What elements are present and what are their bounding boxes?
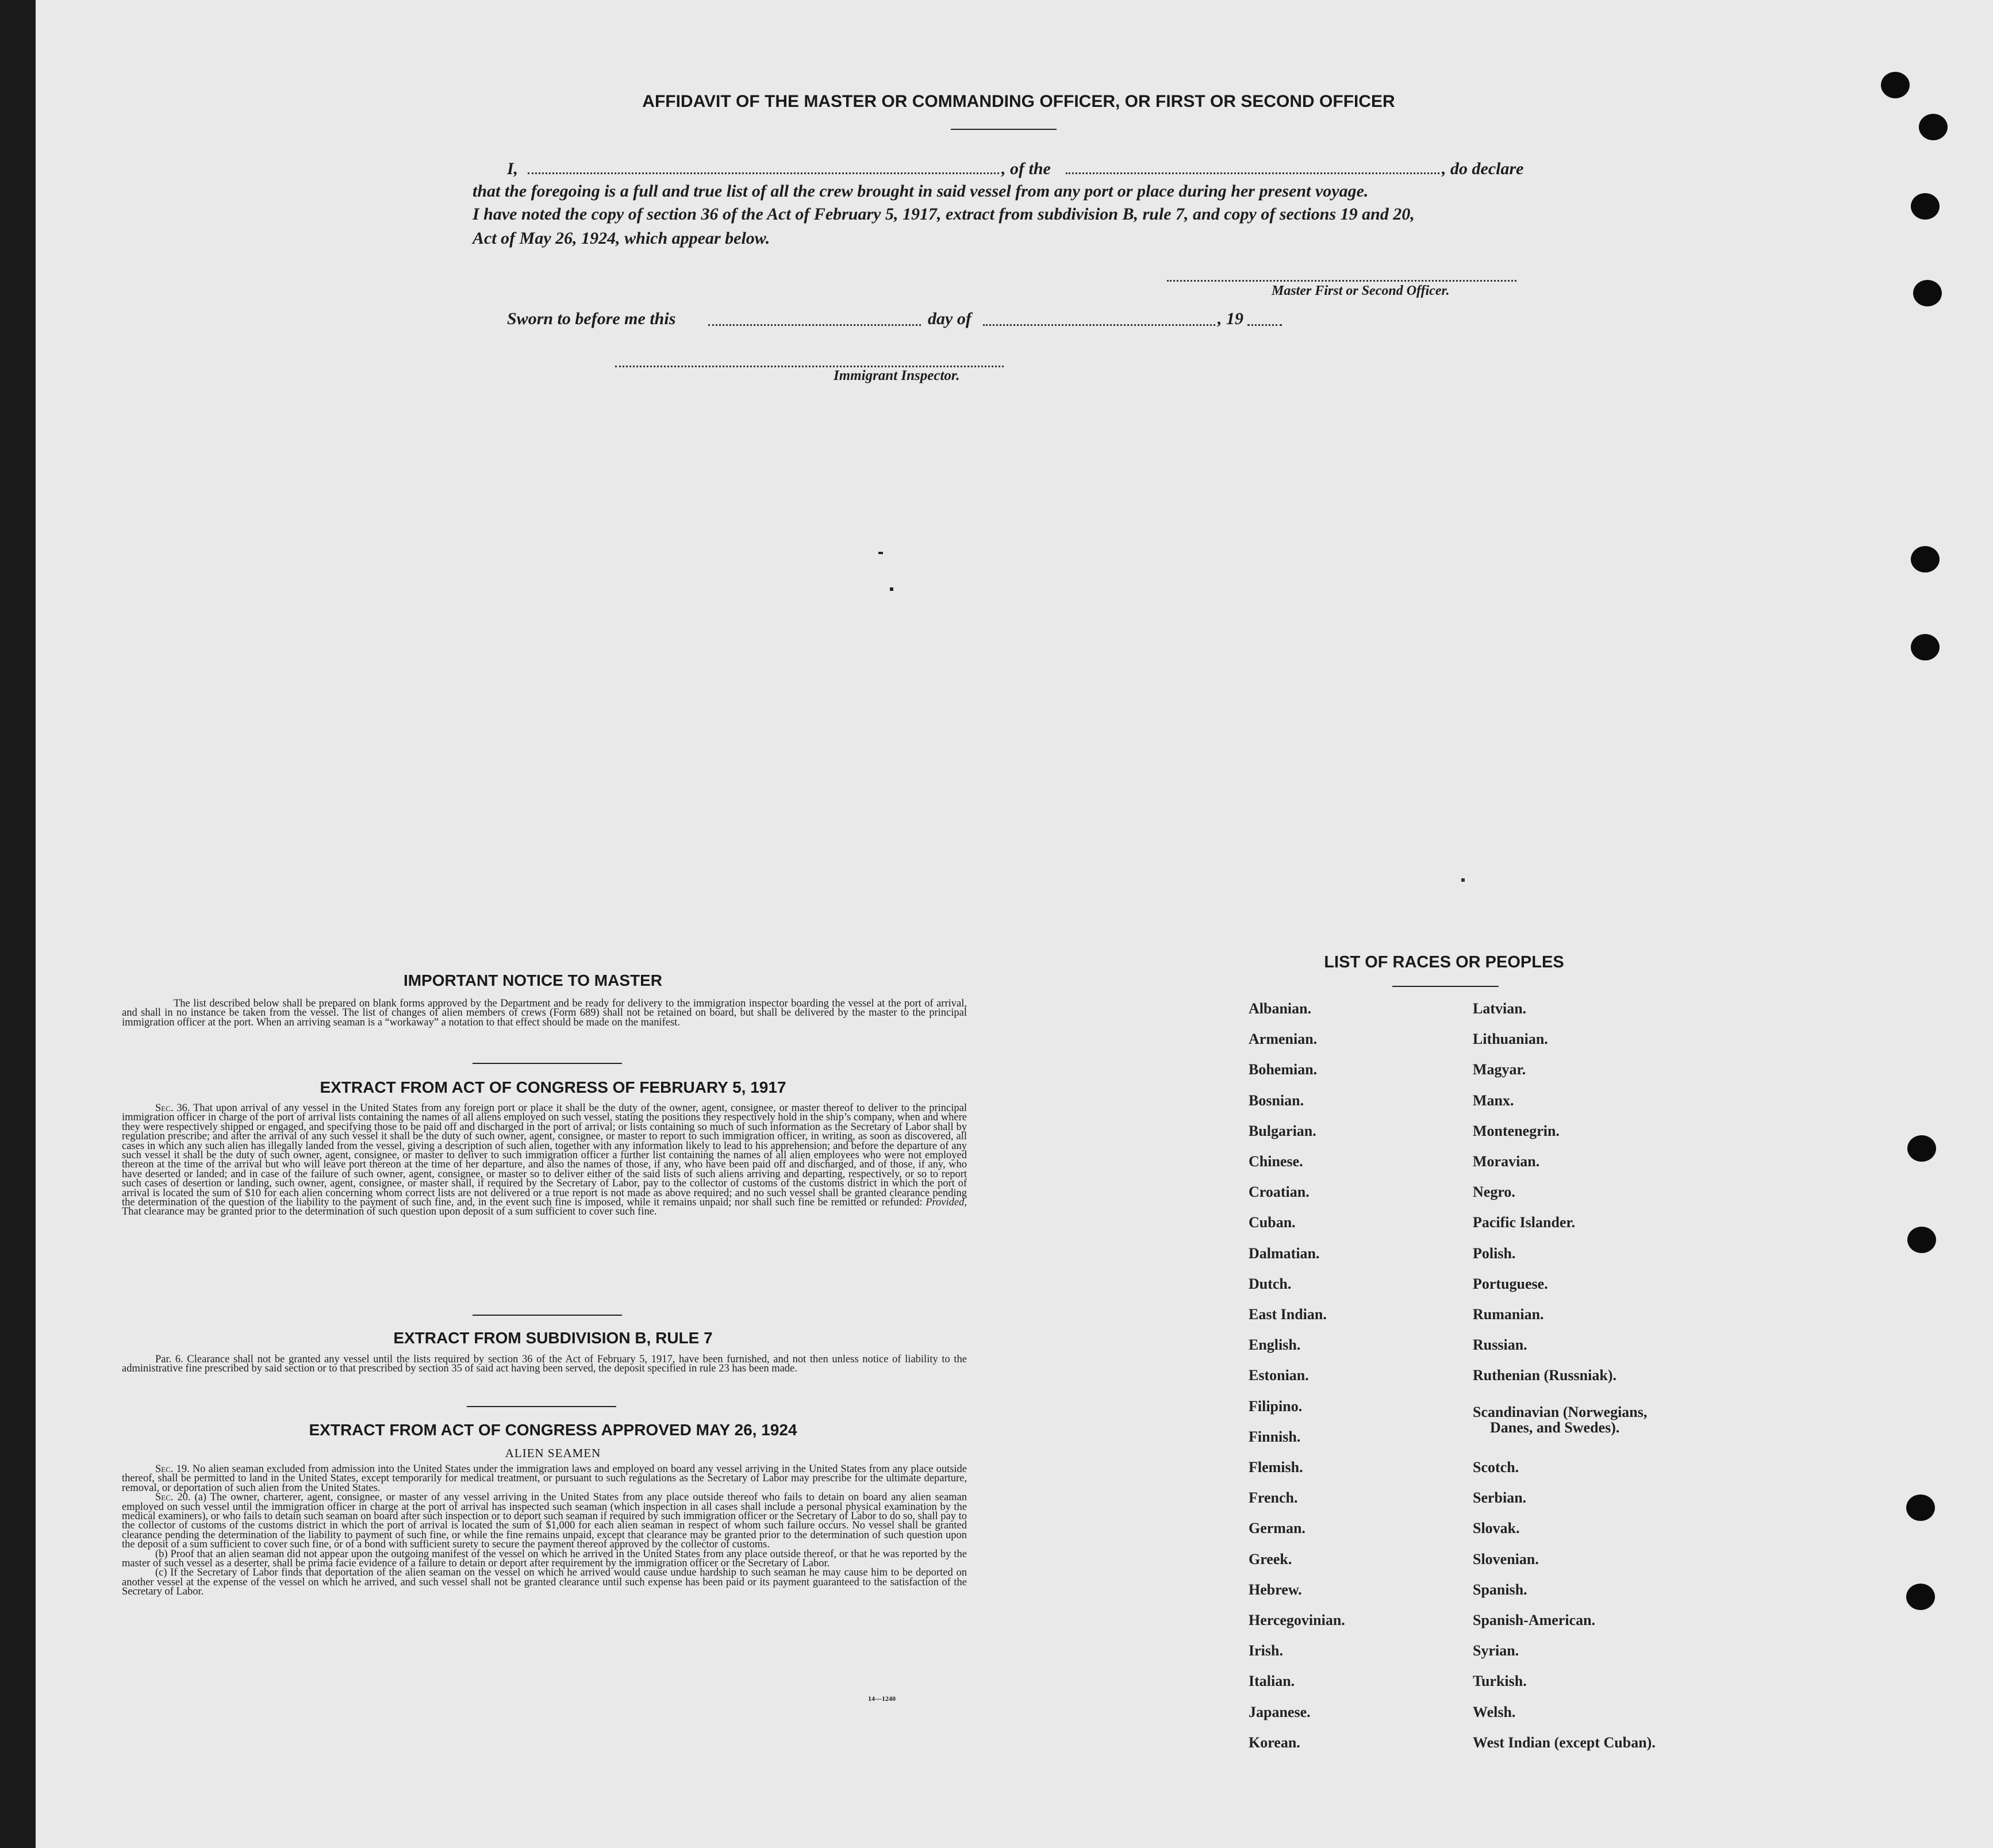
extract-1924-title: EXTRACT FROM ACT OF CONGRESS APPROVED MAY 26, 1924 — [309, 1421, 797, 1439]
races-title: LIST OF RACES OR PEOPLES — [1324, 953, 1564, 971]
section-19-body: No alien seaman excluded from admission into the United States under the immigration laws and employed on board any vessel arriving in the United States from any place outside thereof, shall be permitted to land in the United States, except temporarily for medical treatment, or pursuant to such regulations as the Secretary of Labor may prescribe for the ultimate departure, removal, or deportation of such alien from the United States. — [122, 1463, 967, 1494]
section-36-body: That upon arrival of any vessel in the United States from any foreign port or place it shall be the duty of the owner, agent, consignee, or master thereof to deliver to the principal immigration officer in charge of the port of arrival lists containing the names of all aliens employed on such vessel, stating the positions they respectively hold in the ship’s company, when and where they were respectively shipped or engaged, and specifying those to be paid off and discharged in the port of arrival; or lists containing so much of such information as the Secretary of Labor shall by regulation prescribe; and after the arrival of any such vessel it shall be the duty of such owner, agent, consignee, or master to report to such immigration officer, in writing, as soon as discovered, all cases in which any such alien has illegally landed from the vessel, giving a description of such alien, together with any information likely to lead to his apprehension; and before the departure of any such vessel it shall be the duty of such owner, agent, consignee, or master to deliver to such immigration officer a further list containing the names of all alien employees who were not employed thereon at the time of the arrival but who will leave port thereon at the time of her departure, and also the names of those, if any, who have been paid off and discharged, and of those, if any, who have deserted or landed; and in case of the failure of such owner, agent, consignee, or master so to deliver either of the said lists of such aliens arriving and departing, respectively, or so to report such cases of desertion or landing, such owner, agent, consignee, or master shall, if required by the Secretary of Labor, pay to the collector of customs of the customs district in which the port of arrival is located the sum of $10 for each alien concerning whom correct lists are not delivered or a true report is not made as above required; and no such vessel shall be granted clearance pending the determination of the question of the liability to the payment of such fine, and, in the event such fine is imposed, while it remains unpaid; nor shall such fine be remitted or refunded: — [122, 1102, 967, 1209]
day-of-label: day of — [928, 309, 971, 328]
race-item: Korean. — [1249, 1734, 1300, 1751]
race-item: Italian. — [1249, 1673, 1295, 1690]
race-item: Russian. — [1473, 1336, 1527, 1354]
punch-hole — [1881, 72, 1910, 98]
section-20c-paragraph: (c) If the Secretary of Labor finds that deportation of the alien seaman on the vessel on which he arrived would cause undue hardship to such seaman he may cause him to be deported on another vessel at the expense of the vessel on which he arrived, and such vessel shall not be granted clearance until such expense has been paid or its payment guaranteed to the satisfaction of the Secretary of Labor. — [122, 1567, 967, 1598]
extract-1917-text — [122, 1104, 967, 1217]
race-item: Irish. — [1249, 1642, 1283, 1659]
sworn-label: Sworn to before me this — [507, 309, 676, 328]
race-item: Rumanian. — [1473, 1306, 1544, 1323]
speck — [890, 587, 893, 591]
section-rule — [473, 1063, 622, 1064]
race-item: Negro. — [1473, 1184, 1515, 1201]
speck — [1461, 878, 1465, 882]
punch-hole — [1906, 1494, 1935, 1521]
declaration-line-1: that the foregoing is a full and true list of all the crew brought in said vessel from any port or place during her present voyage. — [473, 182, 1369, 201]
officer-signature-label: Master First or Second Officer. — [1272, 283, 1450, 298]
race-item: Greek. — [1249, 1550, 1292, 1567]
race-item: Armenian. — [1249, 1031, 1318, 1048]
title-rule — [951, 129, 1057, 130]
month-line[interactable] — [983, 324, 1215, 326]
race-item: Cuban. — [1249, 1214, 1296, 1231]
punch-hole — [1913, 280, 1942, 306]
race-item: Scandinavian (Norwegians, — [1473, 1404, 1648, 1421]
race-item: Bohemian. — [1249, 1061, 1318, 1078]
race-item: Bulgarian. — [1249, 1122, 1316, 1139]
race-item: Polish. — [1473, 1244, 1516, 1262]
i-label: I, — [507, 159, 519, 178]
race-item: Welsh. — [1473, 1703, 1516, 1720]
race-item: Slovak. — [1473, 1520, 1520, 1537]
race-item: Scotch. — [1473, 1459, 1519, 1476]
race-item: Chinese. — [1249, 1153, 1303, 1170]
race-item: Lithuanian. — [1473, 1031, 1548, 1048]
section-20b-paragraph: (b) Proof that an alien seaman did not appear upon the outgoing manifest of the vessel on which he arrived in the United States from any place outside thereof, or that he was reported by the master of such vessel as a deserter, shall be prima facie evidence of a failure to detain or deport after requirement by the immigration officer or the Secretary of Labor. — [122, 1548, 967, 1570]
race-item: Flemish. — [1249, 1459, 1303, 1476]
extract-1917-title: EXTRACT FROM ACT OF CONGRESS OF FEBRUARY 5, 1917 — [320, 1078, 786, 1096]
punch-hole — [1911, 546, 1940, 573]
of-the-label: , of the — [1001, 159, 1051, 178]
section-20a-body: (a) The owner, charterer, agent, consignee, or master of any vessel arriving in the United States from any place outside thereof who fails to detain on board any alien seaman employed on such vessel until the immigration officer in charge at the port of arrival has inspected such seaman (which inspection in all cases shall include a personal physical examination by the medical examiners), or who fails to detain such seaman on board after such inspection or to deport such seaman if required by such immigration officer or the Secretary of Labor to do so, shall pay to the collector of customs of the customs district in which the port of arrival is located the sum of $1,000 for each alien seaman in respect of whom such failure occurs. No vessel shall be granted clearance pending the determination of the liability to payment of such fine, or while the fine remains unpaid, except that clearance may be granted prior to the determination of such question upon the deposit of a sum sufficient to cover such fine, or of a bond with sufficient surety to secure the payment thereof approved by the collector of customs. — [122, 1492, 967, 1551]
rule-7-body: Par. 6. Clearance shall not be granted any vessel until the lists required by section 36 of the Act of February 5, 1917, have been furnished, and not then unless notice of liability to the administrative fine prescribed by said section or to that prescribed by section 35 of said act having been served, the deposit specified in rule 23 has been made. — [122, 1354, 967, 1375]
punch-hole — [1906, 1584, 1935, 1610]
race-item: Dalmatian. — [1249, 1244, 1320, 1262]
race-item: Moravian. — [1473, 1153, 1540, 1170]
race-item: Magyar. — [1473, 1061, 1526, 1078]
do-declare-label: , do declare — [1442, 159, 1524, 178]
race-item: Finnish. — [1249, 1428, 1301, 1445]
race-item: Syrian. — [1473, 1642, 1519, 1659]
section-20-label: Sec. 20. — [155, 1492, 191, 1504]
extract-1924-text — [122, 1465, 967, 1597]
race-item: French. — [1249, 1489, 1298, 1507]
races-title-rule — [1392, 986, 1499, 987]
race-item: Dutch. — [1249, 1275, 1292, 1292]
punch-hole — [1919, 114, 1948, 140]
punch-hole — [1907, 1135, 1936, 1162]
section-rule — [473, 1315, 622, 1316]
race-item: Serbian. — [1473, 1489, 1527, 1507]
section-19-label: Sec. 19. — [155, 1463, 190, 1475]
officer-signature-line[interactable] — [1167, 280, 1516, 282]
race-item: Hebrew. — [1249, 1581, 1302, 1598]
rule-7-text — [122, 1355, 967, 1374]
race-item: German. — [1249, 1520, 1305, 1537]
document-page — [36, 0, 1993, 1848]
year-label: , 19 — [1218, 309, 1243, 328]
race-item: Slovenian. — [1473, 1550, 1539, 1567]
race-item: Spanish-American. — [1473, 1612, 1596, 1628]
notice-title: IMPORTANT NOTICE TO MASTER — [403, 971, 663, 989]
speck — [878, 552, 883, 554]
races-list — [1249, 1000, 1737, 1759]
race-item: Ruthenian (Russniak). — [1473, 1367, 1616, 1384]
section-rule — [467, 1406, 616, 1407]
declaration-line-2: I have noted the copy of section 36 of the Act of February 5, 1917, extract from subdivision B, rule 7, and copy of sections 19 and 20, — [473, 205, 1415, 224]
affidavit-title: AFFIDAVIT OF THE MASTER OR COMMANDING OFFICER, OR FIRST OR SECOND OFFICER — [642, 92, 1395, 111]
race-item: Hercegovinian. — [1249, 1612, 1345, 1628]
rule-7-title: EXTRACT FROM SUBDIVISION B, RULE 7 — [393, 1329, 713, 1347]
provided-label: Provided, — [926, 1197, 967, 1209]
race-item: Albanian. — [1249, 1000, 1312, 1017]
race-item: Bosnian. — [1249, 1092, 1304, 1109]
race-item: Filipino. — [1249, 1397, 1303, 1415]
punch-hole — [1911, 193, 1940, 220]
race-item: East Indian. — [1249, 1306, 1327, 1323]
race-item: Croatian. — [1249, 1184, 1310, 1201]
inspector-label: Immigrant Inspector. — [834, 368, 960, 383]
race-item: Portuguese. — [1473, 1275, 1548, 1292]
race-item: West Indian (except Cuban). — [1473, 1734, 1656, 1751]
race-item: Spanish. — [1473, 1581, 1527, 1598]
vessel-line[interactable] — [1066, 172, 1439, 174]
alien-seamen-subtitle: ALIEN SEAMEN — [505, 1446, 601, 1460]
race-item: Estonian. — [1249, 1367, 1309, 1384]
race-item: Manx. — [1473, 1092, 1514, 1109]
race-item: Japanese. — [1249, 1703, 1311, 1720]
punch-hole — [1907, 1227, 1936, 1253]
race-item: Latvian. — [1473, 1000, 1527, 1017]
notice-text — [122, 999, 967, 1027]
punch-hole — [1911, 634, 1940, 660]
race-item: Danes, and Swedes). — [1490, 1419, 1620, 1436]
inspector-signature-line[interactable] — [615, 366, 1004, 367]
form-number: 14—1240 — [868, 1695, 896, 1703]
day-line[interactable] — [708, 324, 921, 326]
race-item: Montenegrin. — [1473, 1122, 1560, 1139]
race-item: Pacific Islander. — [1473, 1214, 1576, 1231]
section-19-paragraph — [122, 1465, 967, 1493]
race-item: English. — [1249, 1336, 1301, 1354]
race-item: Turkish. — [1473, 1673, 1527, 1690]
declaration-line-3: Act of May 26, 1924, which appear below. — [473, 229, 770, 248]
section-36-end: That clearance may be granted prior to the determination of such question upon deposit of a sum sufficient to cover such fine. — [122, 1206, 657, 1218]
year-line[interactable] — [1247, 324, 1282, 326]
section-20a-paragraph — [122, 1493, 967, 1549]
section-label: Sec. 36. — [155, 1102, 190, 1114]
notice-body: The list described below shall be prepared on blank forms approved by the Department and be ready for delivery to the immigration inspector boarding the vessel at the port of arrival, and shall in no instance be taken from the vessel. The list of changes of alien members of crews (Form 689) shall not be retained on board, but shall be delivered by the master to the principal immigration officer at the port. When an arriving seaman is a “workaway” a notation to that effect should be made on the manifest. — [122, 998, 967, 1028]
name-line[interactable] — [528, 172, 999, 174]
